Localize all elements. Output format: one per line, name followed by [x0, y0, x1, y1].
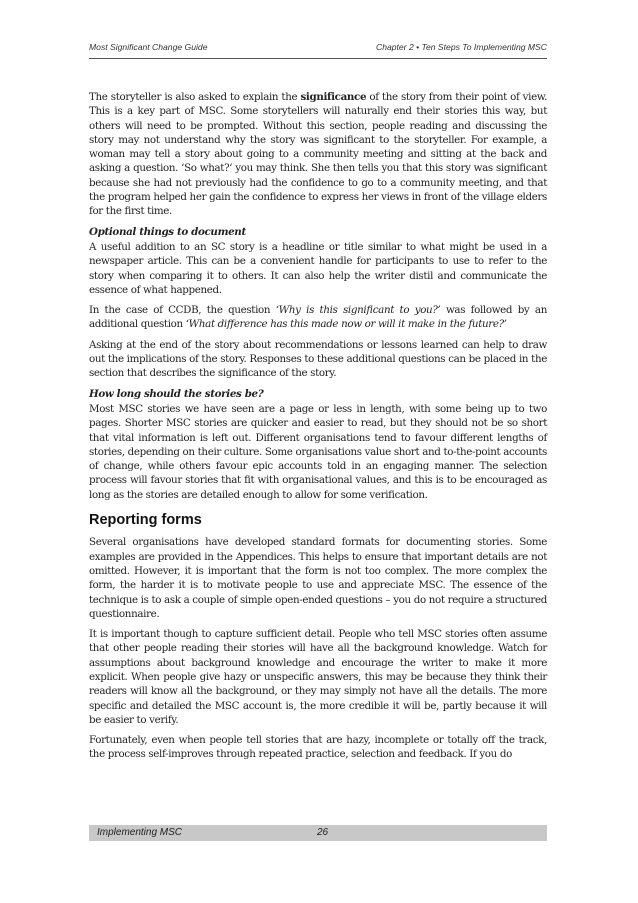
text-run: was followed by an additional question: [89, 304, 547, 331]
header-guide-title: Most Significant Change Guide: [89, 42, 208, 52]
paragraph-recommendations: Asking at the end of the story about recommendations or lessons learned can help to draw out the implications of the story. Responses to these additional questions can be placed in the section that describes the significance of the story.: [89, 338, 547, 380]
paragraph-detail: It is important though to capture sufficient detail. People who tell MSC stories often assume that other people reading their stories will have all the background knowledge. Watch for assumptions about background knowledge and encourage the writer to make it more explicit. When people give hazy or unspecific answers, this may be because they think their readers will know all the background, or they may simply not have all the details. The more specific and detailed the MSC account is, the more credible it will be, partly because it will be easier to verify.: [89, 628, 547, 726]
paragraph-ccdb: [89, 303, 547, 332]
paragraph-formats: Several organisations have developed standard formats for documenting stories. Some examples are provided in the Appendices. This helps to ensure that important details are not omitted. However, it is important that the form is not too complex. The more complex the form, the harder it is to motivate people to use and appreciate MSC. The essence of the technique is to ask a couple of simple open-ended questions – you do not require a structured questionnaire.: [89, 536, 547, 620]
italic-question: ‘What difference has this made now or will it make in the future?’: [185, 318, 507, 331]
footer-bar: [89, 825, 547, 841]
subheading-optional-things: Optional things to document: [89, 225, 246, 238]
section-heading-reporting-forms: Reporting forms: [89, 512, 202, 529]
subheading-story-length: How long should the stories be?: [89, 387, 264, 400]
text-run: In the case of CCDB, the question: [89, 304, 276, 317]
bold-term: significance: [300, 91, 367, 103]
footer-label: Implementing MSC: [97, 827, 183, 838]
text-run: The storyteller is also asked to explain the: [89, 91, 301, 103]
text-run: of the story from their point of view. This is a key part of MSC. Some storytellers will naturally end their stories this way, but others will need to be prompted. Without this section, people reading and discussing the story may not understand why the story was significant to the storyteller. For example, a woman may tell a story about going to a community meeting and sitting at the back and asking a question. ‘So what?’ you may think. She then tells you that this story was significant because she had not previously had the confidence to go to a community meeting, and that the program helped her gain the confidence to express her views in front of the village elders for the first time.: [89, 91, 547, 218]
paragraph-fortunately: Fortunately, even when people tell stories that are hazy, incomplete or totally off the track, the process self-improves through repeated practice, selection and feedback. If you do: [89, 734, 547, 761]
paragraph-story-length: Most MSC stories we have seen are a page or less in length, with some being up to two pages. Shorter MSC stories are quicker and easier to read, but they should not be so short that vital information is left out. Different organisations tend to favour different lengths of stories, depending on their culture. Some organisations value short and to-the-point accounts of change, while others favour epic accounts told in an engaging manner. The selection process will favour stories that fit with organisational values, and this is to be encouraged as long as the stories are detailed enough to allow for some verification.: [89, 402, 547, 501]
paragraph-significance: [89, 90, 547, 219]
body-text: [89, 90, 547, 768]
page-number: 26: [317, 827, 329, 838]
header-chapter-title: Chapter 2 • Ten Steps To Implementing MSC: [376, 42, 547, 52]
header-rule: [89, 58, 547, 59]
running-header: [89, 42, 547, 56]
italic-question: ‘Why is this significant to you?’: [275, 304, 441, 317]
paragraph-headline: A useful addition to an SC story is a headline or title similar to what might be used in a newspaper article. This can be a convenient handle for participants to use to refer to the story when comparing it to others. It can also help the writer distil and communicate the essence of what happened.: [89, 240, 547, 296]
